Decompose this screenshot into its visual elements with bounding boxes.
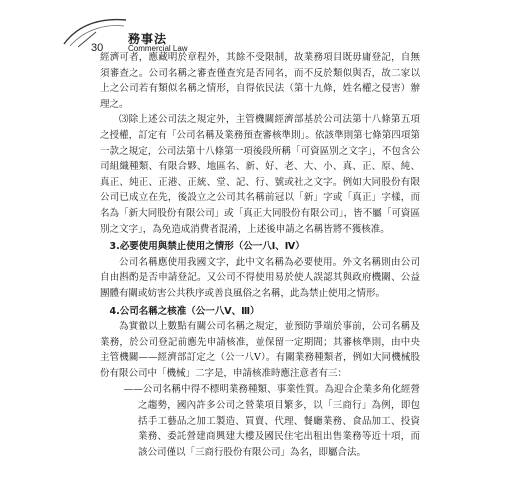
paragraph-2: ⑶除上述公司法之規定外，主管機關經濟部基於公司法第十八條第五項之授權，訂定有「公司名稱及業務預查審核準則」。依該準則第七條第四項第一款之規定，公司法第十八條第一項後段所稱「可資區別之文字」，不包含公司組織種類、有限合夥、地區名、新、好、老、大、小、真、正、原、純、真正、純正、正港、正統、堂、記、行、號或社之文字。例如大同股份有限公司已成立在先，後設立之公司其名稱前冠以「新」字或「真正」字樣，而名為「新大同股份有限公司」或「真正大同股份有限公司」，皆不屬「可資區別之文字」，為免造成消費者混淆，上述後申請之名稱皆將不獲核准。 [100, 114, 420, 235]
paragraph-3: 公司名稱應使用我國文字，此中文名稱為必要使用。外文名稱則由公司自由斟酌是否申請登記。又公司不得使用易於使人誤認其與政府機關、公益團體有關或妨害公共秩序或善良風俗之名稱，此為禁止使用之情形。 [100, 256, 420, 299]
paragraph-4: 為實徹以上數點有關公司名稱之規定，並預防爭端於事前，公司名稱及業務，於公司登記前應先申請核准，並保留一定期間；其審核準則，由中央主管機關——經濟部訂定之（公一八Ⅴ）。有關業務種類者，例如大同機械股份有限公司中「機械」二字是，申請核准時應注意者有三： [100, 321, 420, 379]
section-heading-4: 4.公司名稱之核准（公一八Ⅴ、Ⅲ） [109, 305, 260, 317]
page-body [100, 50, 420, 460]
list-item-1: ——公司名稱中得不標明業務種類、事業性質。為迎合企業多角化經營之趨勢，國內許多公司之營業項目繁多，以「三商行」為例，即包括手工藝品之加工製造、買賣、代理、餐廳業務、食品加工、投資業務、委託營建商興建大樓及國民住宅出租出售業務等近十項，而該公司僅以「三商行股份有限公司」為名，即屬合法。 [123, 384, 420, 458]
paragraph-1: 經濟可者，應藏明於章程外，其餘不受限制，故業務項目既毋庸登記，自無須審查之。公司名稱之審查僅查究是否同名，而不反於類似與否，故二家以上之公司若有類似名稱之情形，自得依民法（第十九條，姓名權之侵害）辦理之。 [100, 52, 420, 110]
brand-subtitle: Commercial Law [128, 44, 188, 53]
section-heading-3: 3.必要使用與禁止使用之情形（公一八Ⅰ、Ⅳ） [109, 241, 305, 253]
page-number: 30 [91, 42, 104, 54]
brand-title: 務事法 [128, 32, 168, 46]
